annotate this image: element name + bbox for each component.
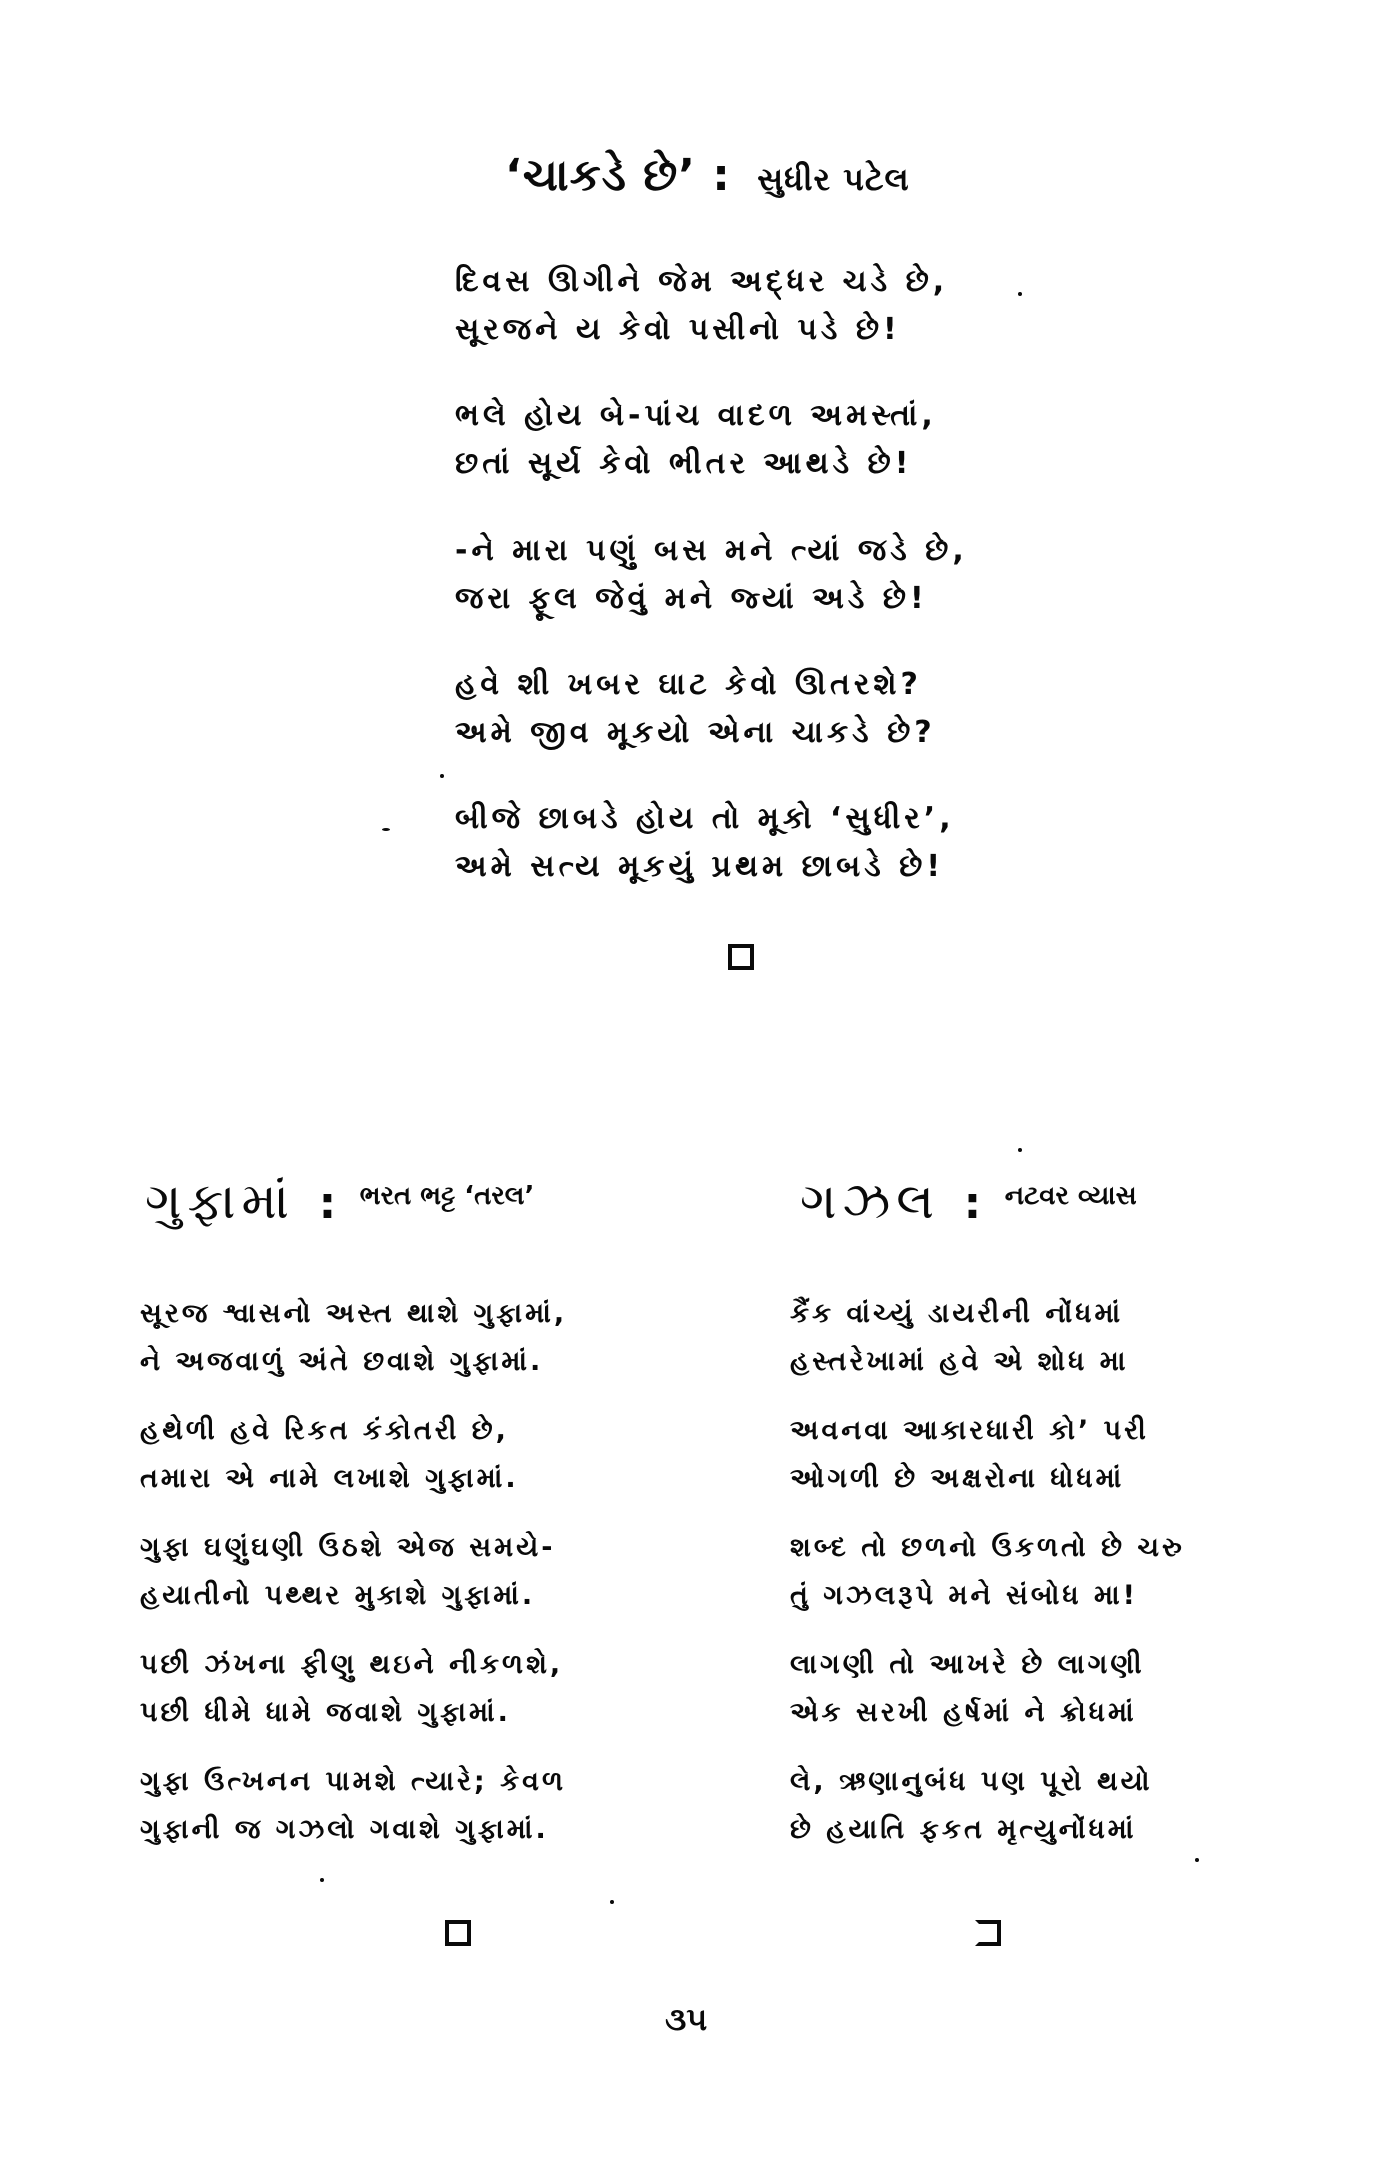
poem3-stanza (790, 1407, 1149, 1503)
poem-line: શબ્દ તો છળનો ઉકળતો છે ચરુ (790, 1532, 1185, 1563)
poem1-stanza (455, 795, 955, 891)
poem3-author: નટવર વ્યાસ (1004, 1181, 1137, 1211)
poem-line: -ને મારા પણું બસ મને ત્યાં જડે છે, (455, 533, 968, 568)
print-speck (440, 774, 444, 778)
poem2-author: ભરત ભટ્ટ ‘તરલ’ (359, 1181, 535, 1211)
poem1-title: ‘ચાકડે છે’ : (505, 150, 731, 201)
poem-line: હથેળી હવે રિકત કંકોતરી છે, (140, 1415, 509, 1446)
poem3-separator: : (963, 1178, 982, 1229)
poem1-author: સુધીર પટેલ (757, 160, 910, 198)
poem-line: તું ગઝલરૂપે મને સંબોધ મા! (790, 1580, 1138, 1611)
poem-line: ઓગળી છે અક્ષરોના ધોધમાં (790, 1463, 1125, 1494)
poem-line: ગુફા ઉત્ખનન પામશે ત્યારે; કેવળ (140, 1766, 567, 1797)
poem2-stanza (140, 1290, 567, 1386)
poem-line: અમે જીવ મૂકયો એના ચાકડે છે? (455, 715, 936, 750)
poem-line: ભલે હોય બે-પાંચ વાદળ અમસ્તાં, (455, 398, 937, 433)
poem-line: હયાતીનો પથ્થર મુકાશે ગુફામાં. (140, 1580, 536, 1611)
poem-line: લે, ઋણાનુબંધ પણ પૂરો થયો (790, 1766, 1153, 1797)
print-speck (382, 828, 390, 831)
poem-line: દિવસ ઊગીને જેમ અદ્ધર ચડે છે, (455, 264, 949, 299)
poem2-stanza (140, 1641, 563, 1737)
poem-line: કૈંક વાંચ્યું ડાયરીની નોંધમાં (790, 1298, 1124, 1329)
poem-line: છતાં સૂર્ય કેવો ભીતર આથડે છે! (455, 446, 913, 481)
print-speck (320, 1878, 324, 1882)
print-speck (1195, 1858, 1199, 1862)
poem-line: સૂરજ શ્વાસનો અસ્ત થાશે ગુફામાં, (140, 1298, 568, 1329)
poem-line: હસ્તરેખામાં હવે એ શોધ મા (790, 1346, 1129, 1377)
poem2-stanza (140, 1407, 519, 1503)
poem-line: ગુફાની જ ગઝલો ગવાશે ગુફામાં. (140, 1814, 549, 1845)
poem1-stanza (455, 258, 948, 354)
poem2-separator: : (318, 1178, 337, 1229)
poem-line: અવનવા આકારધારી કો’ પરી (790, 1415, 1149, 1446)
poem-line: એક સરખી હર્ષમાં ને ક્રોધમાં (790, 1697, 1137, 1728)
poem3-title: ગઝલ (800, 1172, 940, 1230)
poem3-stanza (790, 1758, 1153, 1854)
poem1-end-mark (728, 944, 754, 970)
poem1-stanza (455, 527, 968, 623)
poem-line: ને અજવાળું અંતે છવાશે ગુફામાં. (140, 1346, 544, 1377)
print-speck (1018, 1148, 1022, 1152)
print-speck (610, 1900, 614, 1904)
poem-line: પછી ધીમે ધામે જવાશે ગુફામાં. (140, 1697, 511, 1728)
poem-line: બીજે છાબડે હોય તો મૂકો ‘સુધીર’, (455, 801, 955, 836)
poem3-stanza (790, 1524, 1185, 1620)
poem2-stanza (140, 1758, 566, 1854)
poem3-heading (800, 1172, 1137, 1231)
poem-line: પછી ઝંખના ફીણુ થઇને નીકળશે, (140, 1649, 564, 1680)
poem1-heading (505, 150, 910, 201)
poem-line: હવે શી ખબર ઘાટ કેવો ઊતરશે? (455, 667, 922, 702)
poem2-heading (145, 1172, 534, 1231)
poem3-stanza (790, 1290, 1128, 1386)
poem-line: લાગણી તો આખરે છે લાગણી (790, 1649, 1145, 1680)
poem3-stanza (790, 1641, 1145, 1737)
poem3-end-mark (975, 1920, 1001, 1946)
poem-line: જરા ફૂલ જેવું મને જ્યાં અડે છે! (455, 581, 928, 616)
poem2-stanza (140, 1524, 556, 1620)
page-number: ૩૫ (665, 2000, 708, 2038)
poem1-stanza (455, 392, 937, 488)
poem-line: ગુફા ઘણુંઘણી ઉઠશે એજ સમયે- (140, 1532, 556, 1563)
poem1-stanza (455, 661, 936, 757)
poem-line: સૂરજને ય કેવો પસીનો પડે છે! (455, 312, 901, 347)
print-speck (1018, 292, 1022, 296)
poem-line: છે હયાતિ ફકત મૃત્યુનોંધમાં (790, 1814, 1137, 1845)
poem2-title: ગુફામાં (145, 1172, 295, 1230)
poem-line: તમારા એ નામે લખાશે ગુફામાં. (140, 1463, 519, 1494)
poem-line: અમે સત્ય મૂકયું પ્રથમ છાબડે છે! (455, 849, 945, 884)
poem2-end-mark (445, 1920, 471, 1946)
